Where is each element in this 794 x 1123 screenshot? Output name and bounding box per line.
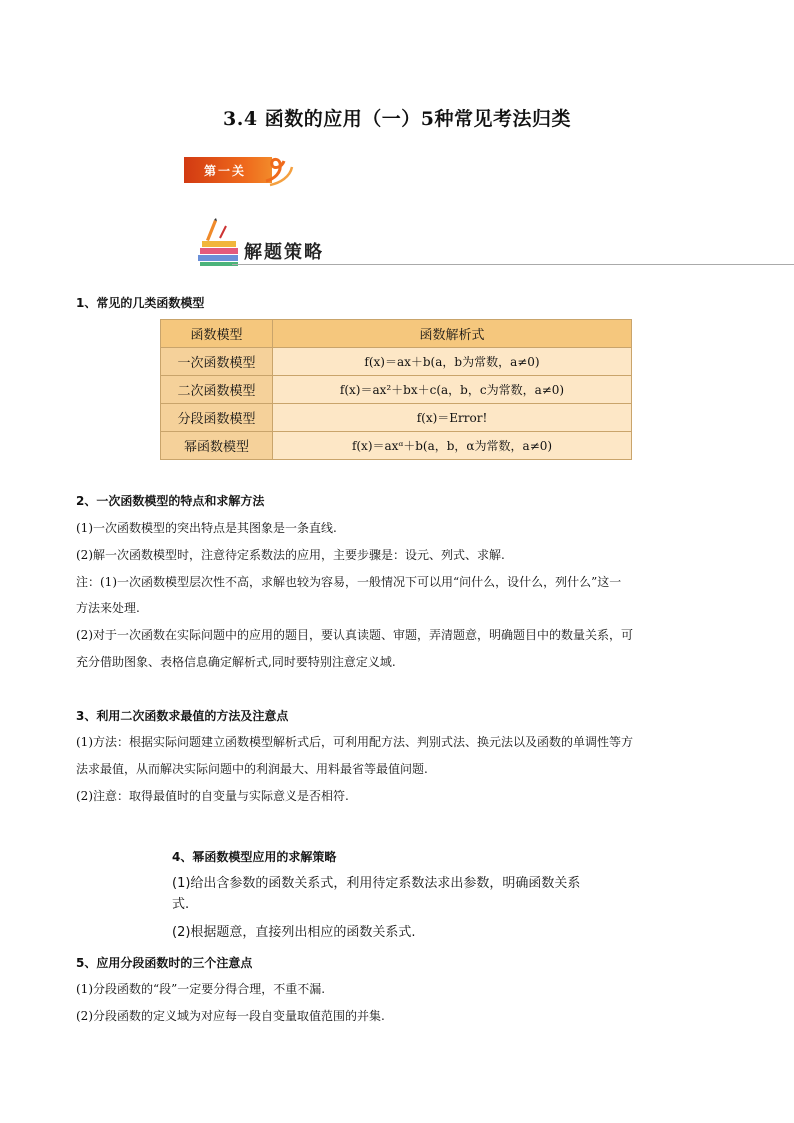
- paragraph-line: (2)分段函数的定义域为对应每一段自变量取值范围的并集.: [76, 1009, 385, 1023]
- paragraph-line: (1)分段函数的“段”一定要分得合理，不重不漏.: [76, 982, 326, 996]
- function-model-table: [160, 319, 632, 460]
- banner-label: 第一关: [204, 164, 247, 178]
- paragraph-line: 注：(1)一次函数模型层次性不高，求解也较为容易，一般情况下可以用“问什么，设什么，列什么”这一: [76, 575, 622, 589]
- strategy-label: 解题策略: [244, 242, 324, 263]
- table-cell: 分段函数模型: [161, 404, 273, 432]
- books-icon: [196, 218, 244, 268]
- table-header: 函数模型: [161, 320, 273, 348]
- table-cell: 一次函数模型: [161, 348, 273, 376]
- table-row: [161, 432, 632, 460]
- paragraph-line: (2)对于一次函数在实际问题中的应用的题目，要认真读题、审题，弄清题意，明确题目中的数量关系，可: [76, 628, 634, 642]
- table-row: [161, 348, 632, 376]
- paragraph-line: 方法来处理.: [76, 601, 140, 615]
- table-row: [161, 404, 632, 432]
- paragraph-line: 法求最值，从而解决实际问题中的利润最大、用料最省等最值问题.: [76, 762, 428, 776]
- table-header: 函数解析式: [273, 320, 632, 348]
- page-title: 3.4 函数的应用（一）5种常见考法归类: [223, 108, 571, 130]
- section-2-heading: 2、一次函数模型的特点和求解方法: [76, 494, 265, 508]
- table-cell: 幂函数模型: [161, 432, 273, 460]
- table-cell: f(x)＝ax²＋bx＋c(a，b，c为常数，a≠0): [273, 376, 632, 404]
- table-cell: f(x)＝axᵅ＋b(a，b，α为常数，a≠0): [273, 432, 632, 460]
- strategy-underline: [232, 264, 794, 265]
- paragraph-line: (1)给出含参数的函数关系式，利用待定系数法求出参数，明确函数关系: [172, 876, 581, 891]
- table-row: [161, 376, 632, 404]
- paragraph-line: (2)根据题意，直接列出相应的函数关系式.: [172, 925, 416, 940]
- table-cell: f(x)＝ax＋b(a，b为常数，a≠0): [273, 348, 632, 376]
- table-header-row: [161, 320, 632, 348]
- strategy-header: [196, 218, 794, 270]
- swirl-decoration-icon: [264, 155, 296, 187]
- table-cell: f(x)＝Error!: [273, 404, 632, 432]
- section-4-heading: 4、幂函数模型应用的求解策略: [172, 850, 337, 864]
- paragraph-line: (2)解一次函数模型时，注意待定系数法的应用，主要步骤是：设元、列式、求解.: [76, 548, 505, 562]
- paragraph-line: 式.: [172, 897, 190, 912]
- section-3-heading: 3、利用二次函数求最值的方法及注意点: [76, 709, 289, 723]
- section-5-heading: 5、应用分段函数时的三个注意点: [76, 956, 253, 970]
- table-cell: 二次函数模型: [161, 376, 273, 404]
- paragraph-line: (2)注意：取得最值时的自变量与实际意义是否相符.: [76, 789, 349, 803]
- level-banner: [184, 155, 296, 187]
- section-1-heading: 1、常见的几类函数模型: [76, 296, 205, 310]
- paragraph-line: 充分借助图象、表格信息确定解析式,同时要特别注意定义域.: [76, 655, 396, 669]
- paragraph-line: (1)一次函数模型的突出特点是其图象是一条直线.: [76, 521, 337, 535]
- paragraph-line: (1)方法：根据实际问题建立函数模型解析式后，可利用配方法、判别式法、换元法以及函数的单调性等方: [76, 735, 634, 749]
